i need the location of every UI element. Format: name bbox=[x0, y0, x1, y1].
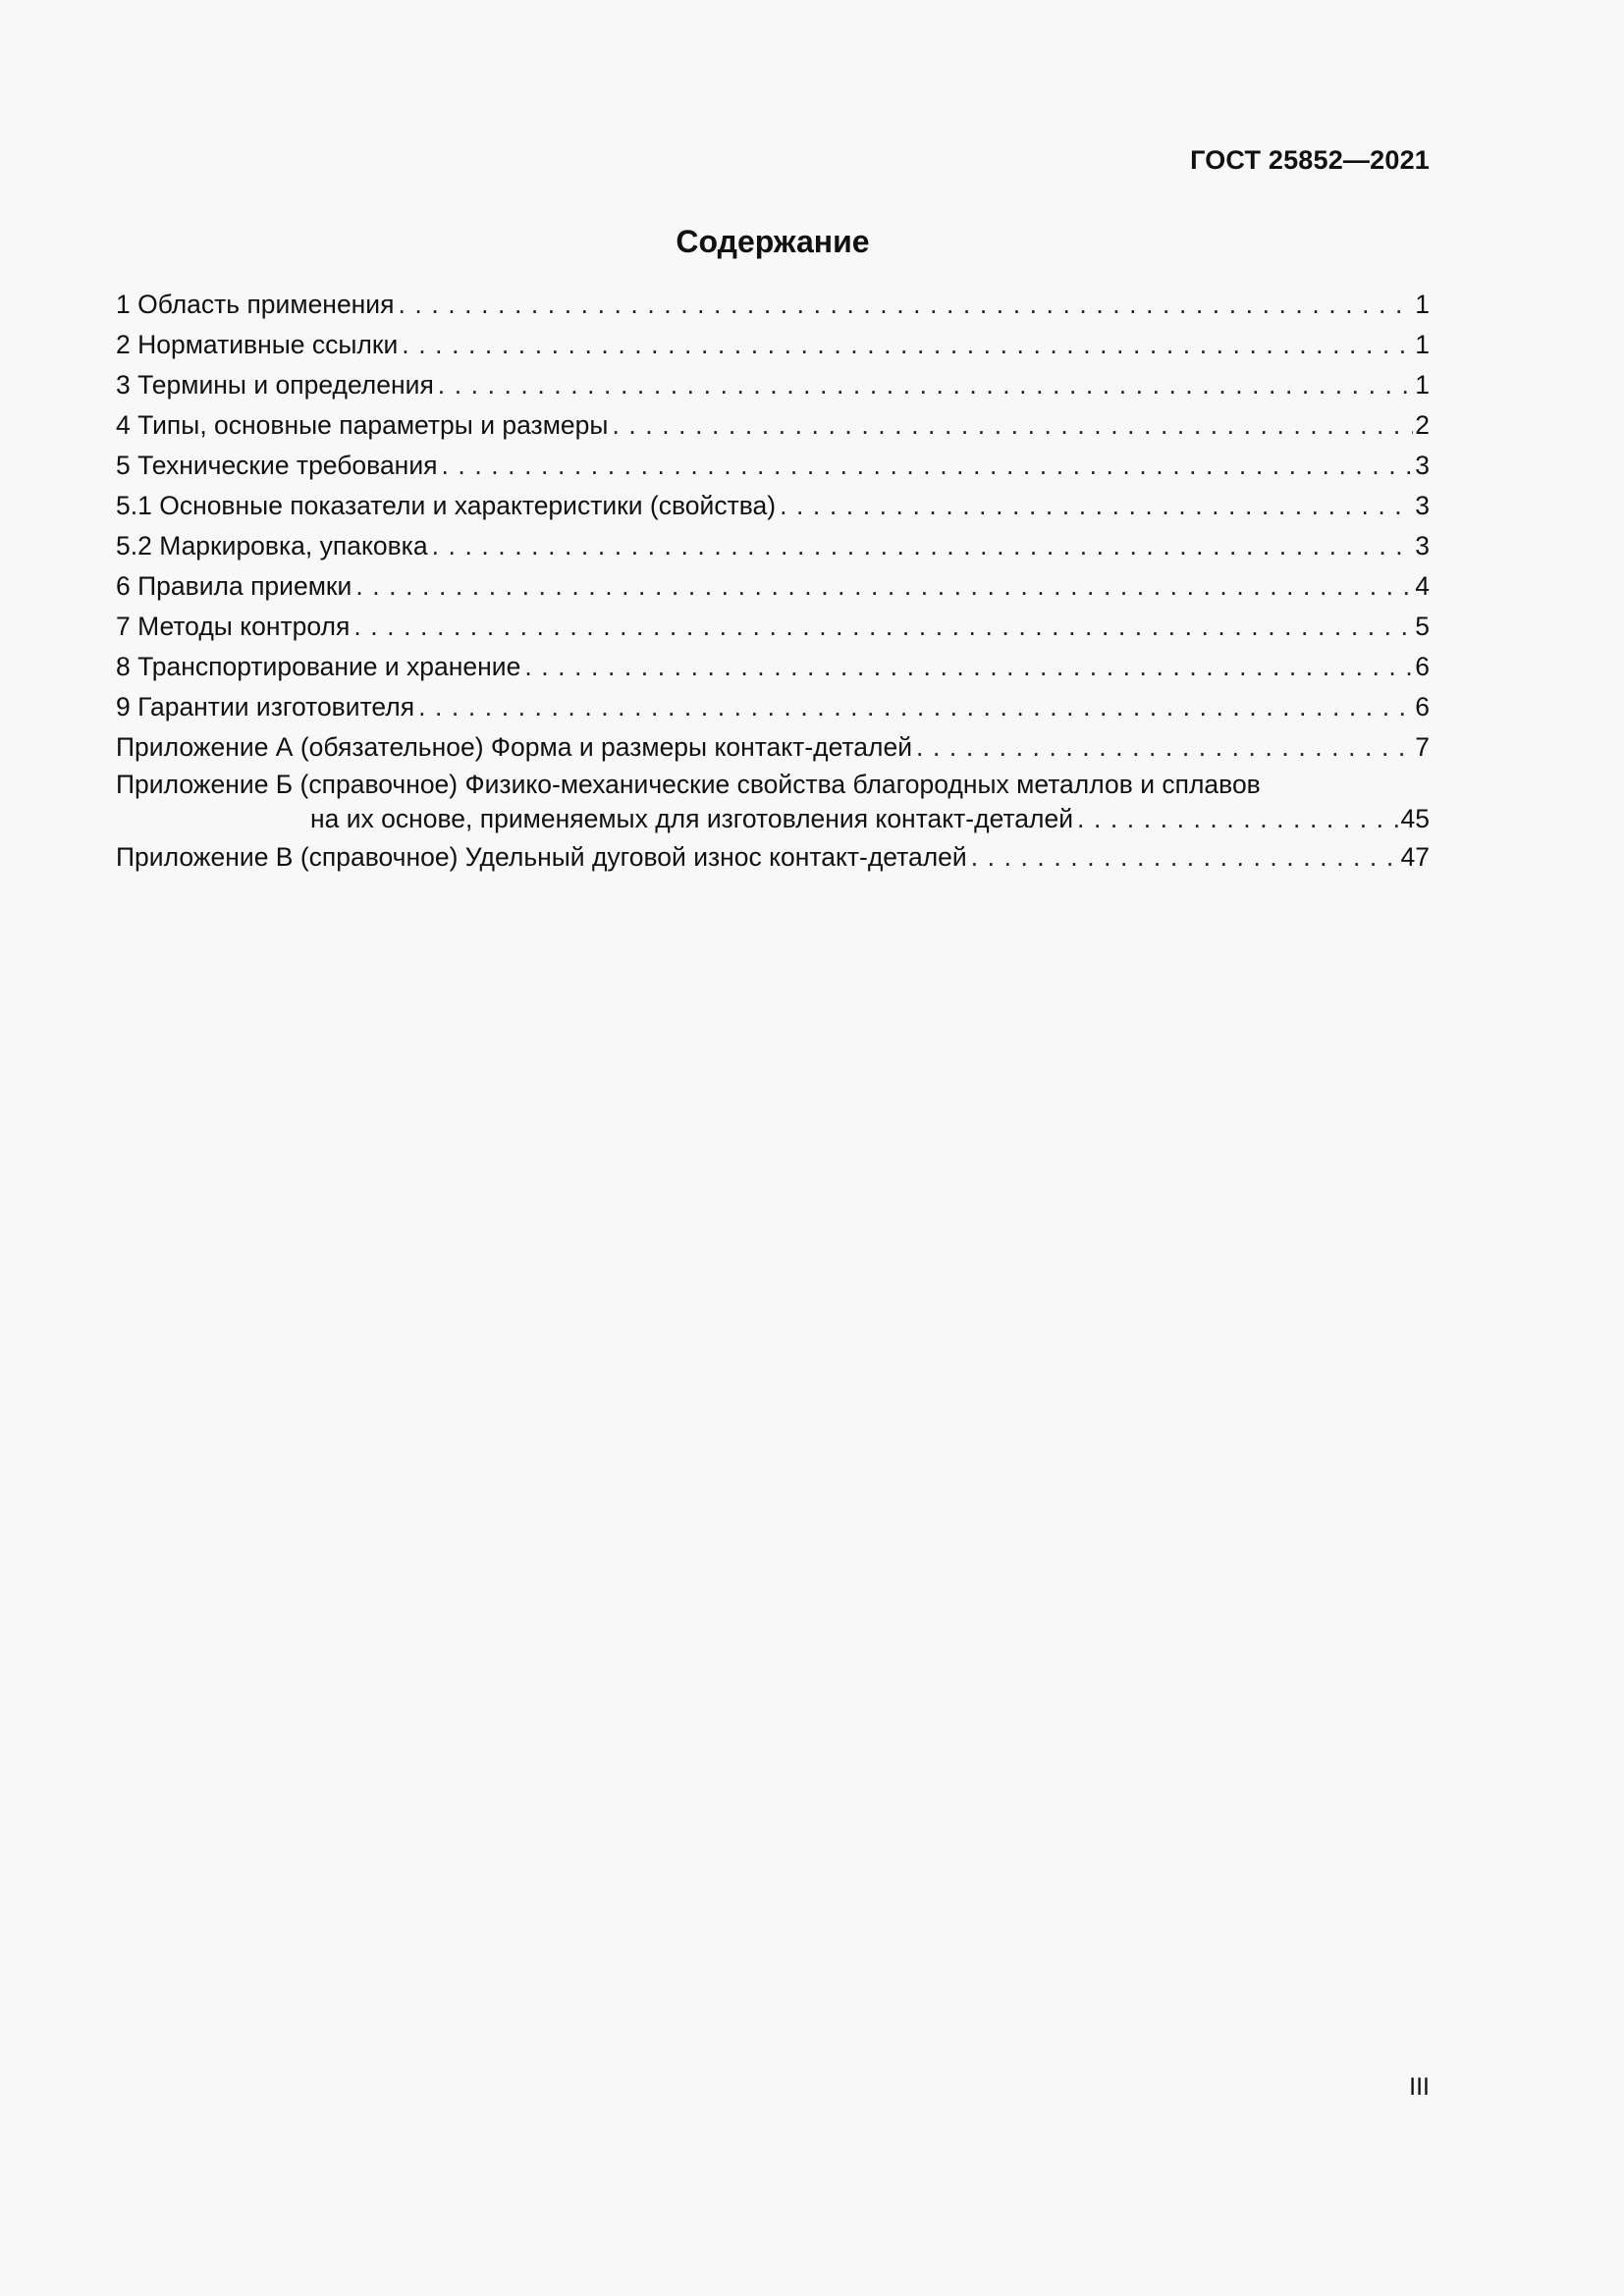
dot-leader bbox=[353, 607, 1413, 647]
toc-entry-text: 8 Транспортирование и хранение bbox=[116, 652, 521, 681]
toc-page-number: 4 bbox=[1415, 571, 1430, 601]
dot-leader bbox=[441, 446, 1413, 486]
toc-entry-text: Приложение В (справочное) Удельный дуговой износ контакт-деталей bbox=[116, 842, 967, 872]
dot-leader bbox=[355, 566, 1413, 607]
toc-page-number: 6 bbox=[1415, 652, 1430, 681]
toc-page-number: 3 bbox=[1415, 491, 1430, 520]
toc-entry-text: 1 Область применения bbox=[116, 290, 395, 319]
toc-page-number: 7 bbox=[1415, 732, 1430, 762]
toc-entry-scope[interactable] bbox=[116, 285, 1430, 325]
toc-entry-appendix-a[interactable] bbox=[116, 727, 1430, 768]
dot-leader bbox=[438, 365, 1413, 405]
dot-leader bbox=[971, 837, 1399, 878]
dot-leader bbox=[916, 727, 1413, 768]
toc-entry-text: Приложение А (обязательное) Форма и размеры контакт-деталей bbox=[116, 732, 913, 762]
toc-entry-marking-packaging[interactable] bbox=[116, 526, 1430, 566]
toc-entry-types-parameters[interactable] bbox=[116, 405, 1430, 446]
toc-entry-manufacturer-warranty[interactable] bbox=[116, 687, 1430, 727]
toc-page-number: 2 bbox=[1415, 410, 1430, 440]
toc-entry-normative-references[interactable] bbox=[116, 325, 1430, 365]
page-number: III bbox=[1409, 2073, 1430, 2101]
toc-entry-text: 5.2 Маркировка, упаковка bbox=[116, 531, 428, 561]
toc-entry-text: 3 Термины и определения bbox=[116, 370, 434, 400]
toc-page-number: 47 bbox=[1400, 842, 1430, 872]
toc-page-number: 1 bbox=[1415, 330, 1430, 359]
toc-entry-text: 6 Правила приемки bbox=[116, 571, 352, 601]
dot-leader bbox=[402, 325, 1413, 365]
toc-page-number: 3 bbox=[1415, 451, 1430, 480]
toc-entry-control-methods[interactable] bbox=[116, 607, 1430, 647]
toc-entry-appendix-b[interactable] bbox=[116, 768, 1430, 836]
toc-entry-text: Приложение Б (справочное) Физико-механические свойства благородных металлов и сплавов bbox=[116, 770, 1261, 799]
dot-leader bbox=[780, 486, 1413, 526]
toc-page-number: 1 bbox=[1415, 290, 1430, 319]
toc-entry-text: 2 Нормативные ссылки bbox=[116, 330, 399, 359]
dot-leader bbox=[432, 526, 1414, 566]
dot-leader bbox=[1077, 802, 1398, 836]
dot-leader bbox=[524, 647, 1413, 687]
toc-entry-text: 7 Методы контроля bbox=[116, 612, 351, 641]
toc-entry-text: 5.1 Основные показатели и характеристики (свойства) bbox=[116, 491, 777, 520]
toc-page-number: 6 bbox=[1415, 692, 1430, 721]
toc-page-number: 45 bbox=[1400, 804, 1430, 833]
table-of-contents bbox=[116, 285, 1430, 878]
toc-entry-main-indicators[interactable] bbox=[116, 486, 1430, 526]
toc-page-number: 3 bbox=[1415, 531, 1430, 561]
toc-entry-continuation-line bbox=[116, 802, 1430, 836]
toc-entry-appendix-v[interactable] bbox=[116, 837, 1430, 878]
toc-page-number: 1 bbox=[1415, 370, 1430, 400]
toc-entry-text: 9 Гарантии изготовителя bbox=[116, 692, 415, 721]
toc-entry-acceptance-rules[interactable] bbox=[116, 566, 1430, 607]
toc-entry-text: 4 Типы, основные параметры и размеры bbox=[116, 410, 609, 440]
toc-title: Содержание bbox=[676, 224, 870, 259]
document-designation: ГОСТ 25852—2021 bbox=[1190, 145, 1430, 175]
toc-entry-continuation-text: на их основе, применяемых для изготовления контакт-деталей bbox=[310, 804, 1074, 833]
toc-page-number: 5 bbox=[1415, 612, 1430, 641]
toc-entry-technical-requirements[interactable] bbox=[116, 446, 1430, 486]
dot-leader bbox=[418, 687, 1413, 727]
toc-entry-text: 5 Технические требования bbox=[116, 451, 438, 480]
toc-entry-terms-definitions[interactable] bbox=[116, 365, 1430, 405]
dot-leader bbox=[398, 285, 1413, 325]
dot-leader bbox=[612, 405, 1413, 446]
toc-entry-transport-storage[interactable] bbox=[116, 647, 1430, 687]
